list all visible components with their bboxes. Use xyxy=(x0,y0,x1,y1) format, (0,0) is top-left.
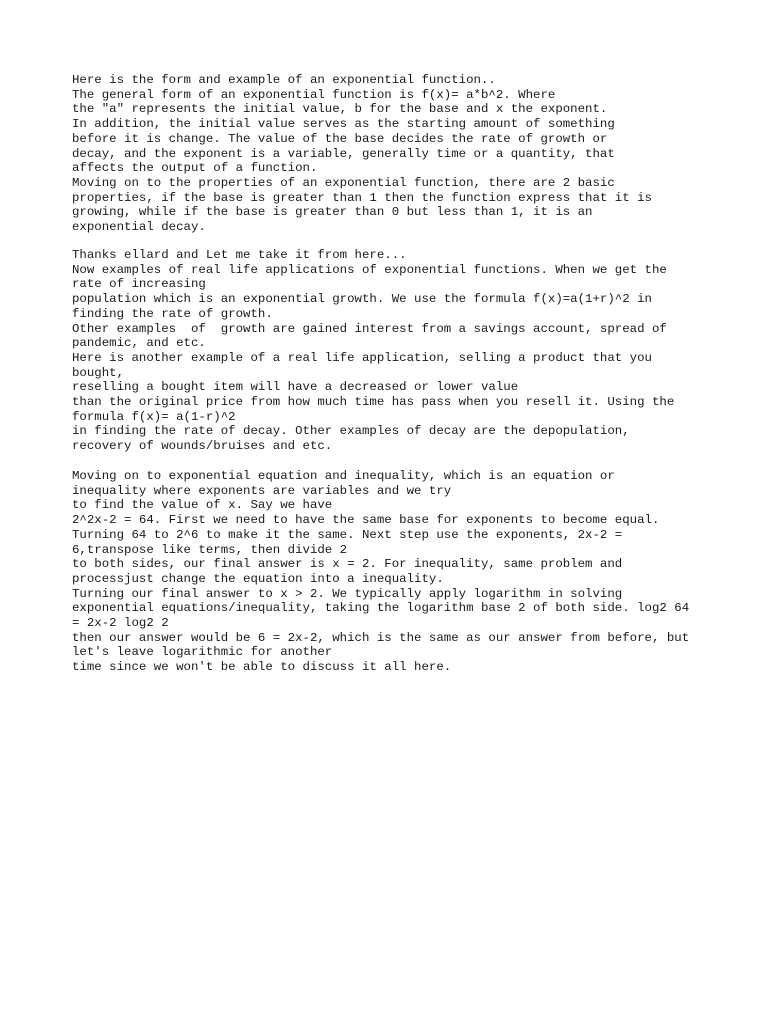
text-line: decay, and the exponent is a variable, generally time or a quantity, that xyxy=(72,146,615,161)
text-line: than the original price from how much time has pass when you resell it. Using the xyxy=(72,395,675,410)
text-line: finding the rate of growth. xyxy=(72,306,273,321)
text-line: properties, if the base is greater than 1 then the function express that it is xyxy=(72,190,652,205)
text-line: Thanks ellard and Let me take it from here... xyxy=(72,248,407,262)
text-line: in finding the rate of decay. Other examples of decay are the depopulation, xyxy=(72,424,630,439)
text-line: = 2x-2 log2 2 xyxy=(72,616,169,631)
paragraph-equation-and-inequality xyxy=(72,469,712,675)
text-line: growing, while if the base is greater than 0 but less than 1, it is an xyxy=(72,205,593,220)
text-line: inequality where exponents are variables and we try xyxy=(72,483,452,498)
text-line: to find the value of x. Say we have xyxy=(72,498,333,513)
text-line: Now examples of real life applications of exponential functions. When we get the xyxy=(72,262,667,277)
text-line: Here is another example of a real life application, selling a product that you xyxy=(72,350,652,365)
text-line: Turning 64 to 2^6 to make it the same. Next step use the exponents, 2x-2 = xyxy=(72,527,623,542)
text-line: the "a" represents the initial value, b for the base and x the exponent. xyxy=(72,102,608,117)
text-line: affects the output of a function. xyxy=(72,161,318,176)
text-line: recovery of wounds/bruises and etc. xyxy=(72,439,333,454)
text-line: Turning our final answer to x > 2. We typically apply logarithm in solving xyxy=(72,586,623,601)
text-line: reselling a bought item will have a decreased or lower value xyxy=(72,380,519,395)
text-line: 2^2x-2 = 64. First we need to have the same base for exponents to become equal. xyxy=(72,513,660,528)
text-line: let's leave logarithmic for another xyxy=(72,645,333,660)
paragraph-real-life-applications xyxy=(72,248,712,454)
text-line: The general form of an exponential function is f(x)= a*b^2. Where xyxy=(72,87,556,102)
text-line: 6,transpose like terms, then divide 2 xyxy=(72,542,348,557)
text-line: then our answer would be 6 = 2x-2, which is the same as our answer from before, but xyxy=(72,630,690,645)
text-line: Here is the form and example of an exponential function.. xyxy=(72,73,496,87)
text-line: Moving on to exponential equation and inequality, which is an equation or xyxy=(72,469,615,483)
text-line: Other examples of growth are gained interest from a savings account, spread of xyxy=(72,321,667,336)
paragraph-exponential-function-intro xyxy=(72,73,712,235)
text-line: to both sides, our final answer is x = 2. For inequality, same problem and xyxy=(72,557,623,572)
text-line: processjust change the equation into a inequality. xyxy=(72,571,444,586)
text-line: exponential decay. xyxy=(72,220,206,235)
text-line: time since we won't be able to discuss it all here. xyxy=(72,660,452,675)
text-line: pandemic, and etc. xyxy=(72,336,206,351)
text-line: rate of increasing xyxy=(72,277,206,292)
text-line: before it is change. The value of the base decides the rate of growth or xyxy=(72,131,608,146)
text-line: population which is an exponential growth. We use the formula f(x)=a(1+r)^2 in xyxy=(72,292,652,307)
text-line: Moving on to the properties of an exponential function, there are 2 basic xyxy=(72,175,615,190)
text-line: In addition, the initial value serves as the starting amount of something xyxy=(72,117,615,132)
text-line: bought, xyxy=(72,365,125,380)
text-line: exponential equations/inequality, taking the logarithm base 2 of both side. log2 64 xyxy=(72,601,690,616)
text-line: formula f(x)= a(1-r)^2 xyxy=(72,409,236,424)
